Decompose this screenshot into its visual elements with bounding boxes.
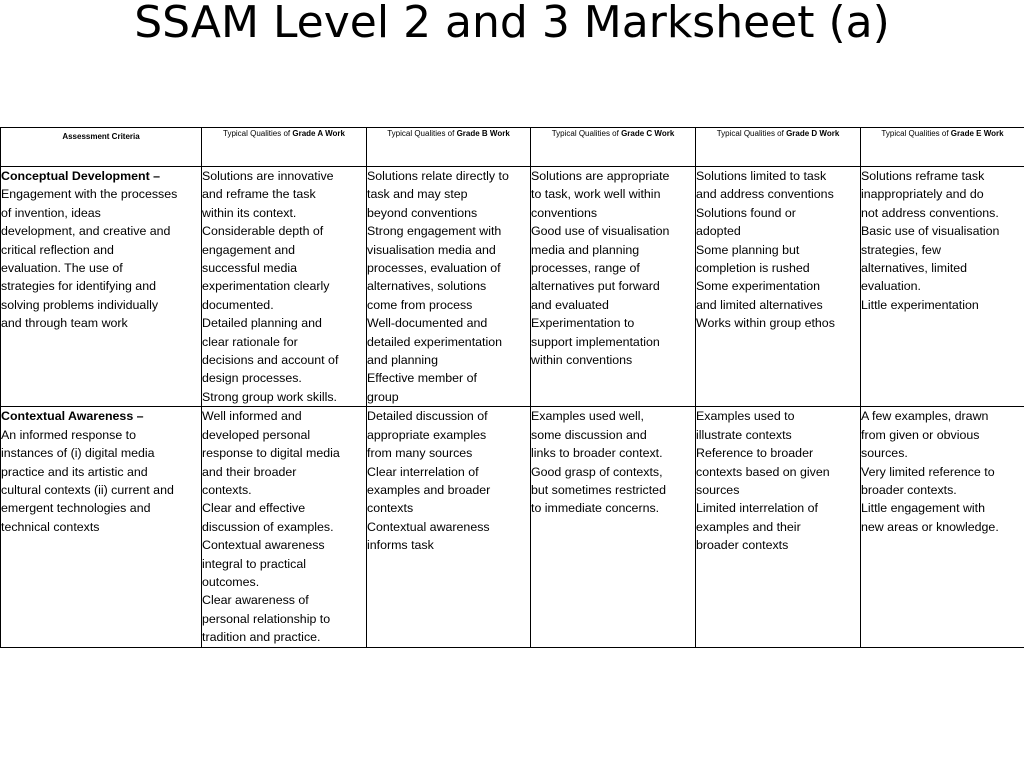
cell-text-line: developed personal xyxy=(202,427,311,442)
cell-text-line: and address conventions xyxy=(696,187,834,202)
cell-text-line: Some planning but xyxy=(696,242,800,257)
cell-text-line: Experimentation to xyxy=(531,316,635,331)
cell-text-line: strategies, few xyxy=(861,242,941,257)
cell-text-line: technical contexts xyxy=(1,519,100,534)
grade-d-cell xyxy=(696,167,861,407)
cell-text-line: Strong engagement with xyxy=(367,224,502,239)
cell-text-line: decisions and account of xyxy=(202,353,339,368)
header-prefix: Typical Qualities of xyxy=(387,129,455,138)
cell-text-line: Solutions are appropriate xyxy=(531,169,670,183)
cell-text-line: cultural contexts (ii) current and xyxy=(1,482,174,497)
cell-text-line: An informed response to xyxy=(1,427,136,442)
header-grade-label: Grade A Work xyxy=(292,129,345,138)
header-prefix: Typical Qualities of xyxy=(881,129,949,138)
cell-text-line: and through team work xyxy=(1,316,128,331)
cell-text-line: Some experimentation xyxy=(696,279,820,294)
cell-text-line: Works within group ethos xyxy=(696,316,835,331)
cell-text-line: media and planning xyxy=(531,242,640,257)
cell-text-line: examples and their xyxy=(696,519,801,534)
cell-text-line: Considerable depth of xyxy=(202,224,324,239)
cell-text-line: from many sources xyxy=(367,446,473,461)
header-prefix: Typical Qualities of xyxy=(223,129,291,138)
table-header-row xyxy=(1,128,1024,167)
cell-text-line: and their broader xyxy=(202,464,297,479)
cell-text-line: processes, evaluation of xyxy=(367,261,501,276)
cell-text-line: detailed experimentation xyxy=(367,334,503,349)
cell-text-line: within its context. xyxy=(202,205,297,220)
cell-text-line: alternatives, limited xyxy=(861,261,968,276)
cell-text-line: Little engagement with xyxy=(861,501,985,516)
cell-text-line: come from process xyxy=(367,297,473,312)
cell-text-line: and reframe the task xyxy=(202,187,316,202)
cell-text-line: broader contexts. xyxy=(861,482,957,497)
cell-text-line: Well informed and xyxy=(202,409,302,424)
cell-text-line: engagement and xyxy=(202,242,296,257)
table-row-contextual-awareness xyxy=(1,407,1024,647)
header-assessment-criteria: Assessment Criteria xyxy=(1,128,202,167)
cell-text-line: contexts xyxy=(367,501,414,516)
cell-text-line: experimentation clearly xyxy=(202,279,330,294)
cell-text-line: inappropriately and do xyxy=(861,187,984,202)
cell-text-line: not address conventions. xyxy=(861,205,999,220)
cell-text-line: discussion of examples. xyxy=(202,519,334,534)
cell-text-line: Contextual awareness xyxy=(202,538,325,553)
cell-text-line: Effective member of xyxy=(367,371,477,386)
cell-text-line: illustrate contexts xyxy=(696,427,792,442)
cell-text-line: Examples used to xyxy=(696,409,795,424)
cell-text-line: Good grasp of contexts, xyxy=(531,464,663,479)
cell-text-line: Reference to broader xyxy=(696,446,814,461)
cell-text-line: within conventions xyxy=(531,353,633,368)
header-grade-d xyxy=(696,128,861,167)
cell-text-line: examples and broader xyxy=(367,482,491,497)
cell-text-line: Examples used well, xyxy=(531,409,644,424)
grade-c-cell xyxy=(531,407,696,647)
criteria-cell-conceptual-development xyxy=(1,167,202,407)
cell-text-line: design processes. xyxy=(202,371,302,386)
grade-e-cell xyxy=(861,167,1024,407)
cell-text-line: appropriate examples xyxy=(367,427,487,442)
cell-text-line: support implementation xyxy=(531,334,660,349)
grade-d-cell xyxy=(696,407,861,647)
cell-text-line: but sometimes restricted xyxy=(531,482,666,497)
cell-text-line: from given or obvious xyxy=(861,427,980,442)
cell-text-line: beyond conventions xyxy=(367,205,478,220)
cell-text-line: evaluation. xyxy=(861,279,921,294)
cell-text-line: clear rationale for xyxy=(202,334,298,349)
cell-text-line: adopted xyxy=(696,224,741,239)
cell-text-line: completion is rushed xyxy=(696,261,810,276)
cell-text-line: Solutions relate directly to xyxy=(367,169,509,183)
header-prefix: Typical Qualities of xyxy=(716,129,784,138)
cell-text-line: Little experimentation xyxy=(861,297,979,312)
cell-text-line: tradition and practice. xyxy=(202,630,321,645)
cell-text-line: Good use of visualisation xyxy=(531,224,670,239)
cell-text-line: and limited alternatives xyxy=(696,297,823,312)
header-grade-a xyxy=(202,128,367,167)
cell-text-line: Strong group work skills. xyxy=(202,389,337,404)
criteria-cell-contextual-awareness xyxy=(1,407,202,647)
grade-a-cell xyxy=(202,407,367,647)
cell-text-line: sources xyxy=(696,482,740,497)
cell-text-line: sources. xyxy=(861,446,908,461)
cell-text-line: documented. xyxy=(202,297,274,312)
cell-text-line: and planning xyxy=(367,353,438,368)
cell-text-line: emergent technologies and xyxy=(1,501,151,516)
cell-text-line: integral to practical xyxy=(202,556,306,571)
grade-e-cell xyxy=(861,407,1024,647)
slide-title: SSAM Level 2 and 3 Marksheet (a) xyxy=(134,0,890,48)
header-grade-c xyxy=(531,128,696,167)
cell-text-line: alternatives put forward xyxy=(531,279,660,294)
cell-text-line: contexts based on given xyxy=(696,464,830,479)
cell-text-line: broader contexts xyxy=(696,538,789,553)
cell-text-line: of invention, ideas xyxy=(1,205,101,220)
cell-text-line: Solutions limited to task xyxy=(696,169,827,183)
marksheet-table xyxy=(0,127,1024,648)
cell-text-line: new areas or knowledge. xyxy=(861,519,999,534)
cell-text-line: Contextual awareness xyxy=(367,519,490,534)
header-grade-label: Grade B Work xyxy=(456,129,510,138)
cell-text-line: response to digital media xyxy=(202,446,340,461)
criteria-title: Contextual Awareness – xyxy=(1,409,144,424)
header-grade-label: Grade C Work xyxy=(621,129,675,138)
grade-a-cell xyxy=(202,167,367,407)
cell-text-line: visualisation media and xyxy=(367,242,496,257)
cell-text-line: Very limited reference to xyxy=(861,464,995,479)
cell-text-line: to task, work well within xyxy=(531,187,661,202)
cell-text-line: outcomes. xyxy=(202,574,260,589)
cell-text-line: links to broader context. xyxy=(531,446,663,461)
cell-text-line: evaluation. The use of xyxy=(1,261,123,276)
grade-b-cell xyxy=(367,407,531,647)
cell-text-line: alternatives, solutions xyxy=(367,279,487,294)
cell-text-line: group xyxy=(367,389,399,404)
cell-text-line: Solutions are innovative xyxy=(202,169,334,183)
cell-text-line: strategies for identifying and xyxy=(1,279,156,294)
cell-text-line: solving problems individually xyxy=(1,297,159,312)
cell-text-line: Clear interrelation of xyxy=(367,464,479,479)
cell-text-line: Clear and effective xyxy=(202,501,306,516)
table-row-conceptual-development xyxy=(1,167,1024,407)
header-grade-label: Grade D Work xyxy=(786,129,840,138)
cell-text-line: successful media xyxy=(202,261,298,276)
cell-text-line: Basic use of visualisation xyxy=(861,224,1000,239)
cell-text-line: A few examples, drawn xyxy=(861,409,989,424)
cell-text-line: some discussion and xyxy=(531,427,647,442)
cell-text-line: critical reflection and xyxy=(1,242,114,257)
cell-text-line: instances of (i) digital media xyxy=(1,446,155,461)
cell-text-line: Clear awareness of xyxy=(202,593,309,608)
cell-text-line: development, and creative and xyxy=(1,224,171,239)
cell-text-line: and evaluated xyxy=(531,297,609,312)
cell-text-line: Well-documented and xyxy=(367,316,488,331)
header-grade-b xyxy=(367,128,531,167)
header-prefix: Typical Qualities of xyxy=(551,129,619,138)
cell-text-line: conventions xyxy=(531,205,598,220)
cell-text-line: practice and its artistic and xyxy=(1,464,148,479)
criteria-title: Conceptual Development – xyxy=(1,169,161,183)
cell-text-line: processes, range of xyxy=(531,261,640,276)
cell-text-line: Detailed discussion of xyxy=(367,409,488,424)
header-grade-e xyxy=(861,128,1024,167)
grade-c-cell xyxy=(531,167,696,407)
cell-text-line: Solutions reframe task xyxy=(861,169,985,183)
grade-b-cell xyxy=(367,167,531,407)
cell-text-line: Engagement with the processes xyxy=(1,187,178,202)
cell-text-line: contexts. xyxy=(202,482,252,497)
cell-text-line: informs task xyxy=(367,538,434,553)
cell-text-line: task and may step xyxy=(367,187,468,202)
header-grade-label: Grade E Work xyxy=(950,129,1004,138)
cell-text-line: to immediate concerns. xyxy=(531,501,660,516)
cell-text-line: Solutions found or xyxy=(696,205,796,220)
cell-text-line: Detailed planning and xyxy=(202,316,322,331)
cell-text-line: personal relationship to xyxy=(202,611,331,626)
cell-text-line: Limited interrelation of xyxy=(696,501,818,516)
